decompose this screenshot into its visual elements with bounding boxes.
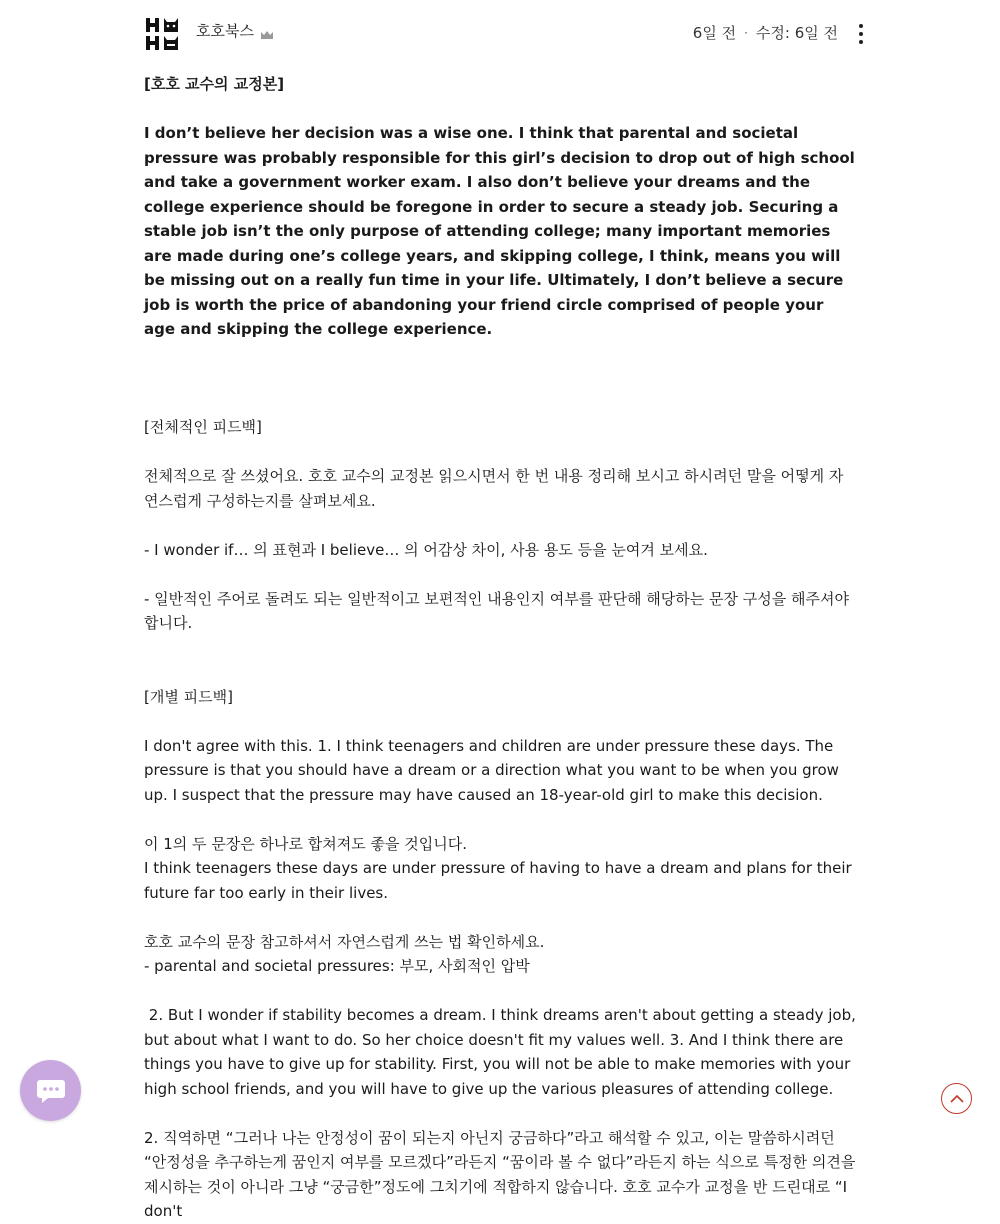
feedback-note: I think teenagers these days are under pressure of having to have a dream and plans for their future far too early in their lives.	[144, 859, 857, 902]
feedback-note: - parental and societal pressures: 부모, 사회적인 압박	[144, 957, 530, 975]
individual-feedback-heading: [개별 피드백]	[144, 687, 233, 706]
overall-feedback-point: - 일반적인 주어로 돌려도 되는 일반적이고 보편적인 내용인지 여부를 판단해 해당하는 문장 구성을 해주셔야 합니다.	[144, 589, 854, 632]
revision-heading: [호호 교수의 교정본]	[144, 75, 285, 93]
meta-separator: ·	[744, 25, 748, 40]
student-quote: 2. But I wonder if stability becomes a dream. I think dreams aren't about getting a steady job, but about what I want to do. So her choice doesn't fit my values well. 3. And I think there are things you have to give up for stability. First, you will not be able to make memories with your high school friends, and you will have to give up the various pleasures of attending college.	[144, 1006, 861, 1098]
overall-feedback-heading: [전체적인 피드백]	[144, 418, 262, 436]
post-meta	[693, 22, 838, 43]
feedback-note: 호호 교수의 문장 참고하셔서 자연스럽게 쓰는 법 확인하세요.	[144, 932, 545, 951]
more-vertical-icon[interactable]	[858, 24, 864, 44]
post-header	[144, 14, 870, 54]
author-name[interactable]: 호호북스	[196, 22, 254, 40]
chevron-up-icon[interactable]	[941, 1083, 972, 1114]
hoho-books-logo[interactable]	[144, 16, 182, 52]
feedback-note: 2. 직역하면 “그러나 나는 안정성이 꿈이 되는지 아닌지 궁금하다”라고 해석할 수 있고, 이는 말씀하시려던 “안정성을 추구하는게 꿈인지 여부를 모르겠다”라든지 “꿈이라 볼 수 없다”라든지 하는 식으로 특정한 의견을 제시하는 것이 아니라 그냥 “궁금한”정도에 그치기에 적합하지 않습니다. 호호 교수가 교정을 반 드린대로 “I don't	[144, 1128, 861, 1220]
student-quote: I don't agree with this. 1. I think teenagers and children are under pressure these days. The pressure is that you should have a dream or a direction what you want to be when you grow up. I suspect that the pressure may have caused an 18-year-old girl to make this decision.	[144, 736, 844, 804]
overall-feedback-text: 전체적으로 잘 쓰셨어요. 호호 교수의 교정본 읽으시면서 한 번 내용 정리해 보시고 하시려던 말을 어떻게 자연스럽게 구성하는지를 살펴보세요.	[144, 467, 844, 510]
overall-feedback-point: - I wonder if… 의 표현과 I believe… 의 어감상 차이, 사용 용도 등을 눈여겨 보세요.	[144, 540, 708, 559]
chat-bubble-icon[interactable]	[20, 1060, 81, 1121]
post-content	[144, 72, 861, 1224]
edited-time: 수정: 6일 전	[755, 24, 838, 42]
crown-icon	[260, 26, 274, 36]
revision-text: I don’t believe her decision was a wise one. I think that parental and societal pressure was probably responsible for this girl’s decision to drop out of high school and take a government worker exam. I also don’t believe your dreams and the college experience should be foregone in order to secure a steady job. Securing a stable job isn’t the only purpose of attending college; many important memories are made during one’s college years, and skipping college, I think, means you will be missing out on a really fun time in your life. Ultimately, I don’t believe a secure job is worth the price of abandoning your friend circle comprised of people your age and skipping the college experience.	[144, 124, 861, 338]
post-time: 6일 전	[692, 24, 737, 42]
feedback-note: 이 1의 두 문장은 하나로 합쳐져도 좋을 것입니다.	[144, 834, 467, 853]
author-info[interactable]	[196, 20, 274, 41]
